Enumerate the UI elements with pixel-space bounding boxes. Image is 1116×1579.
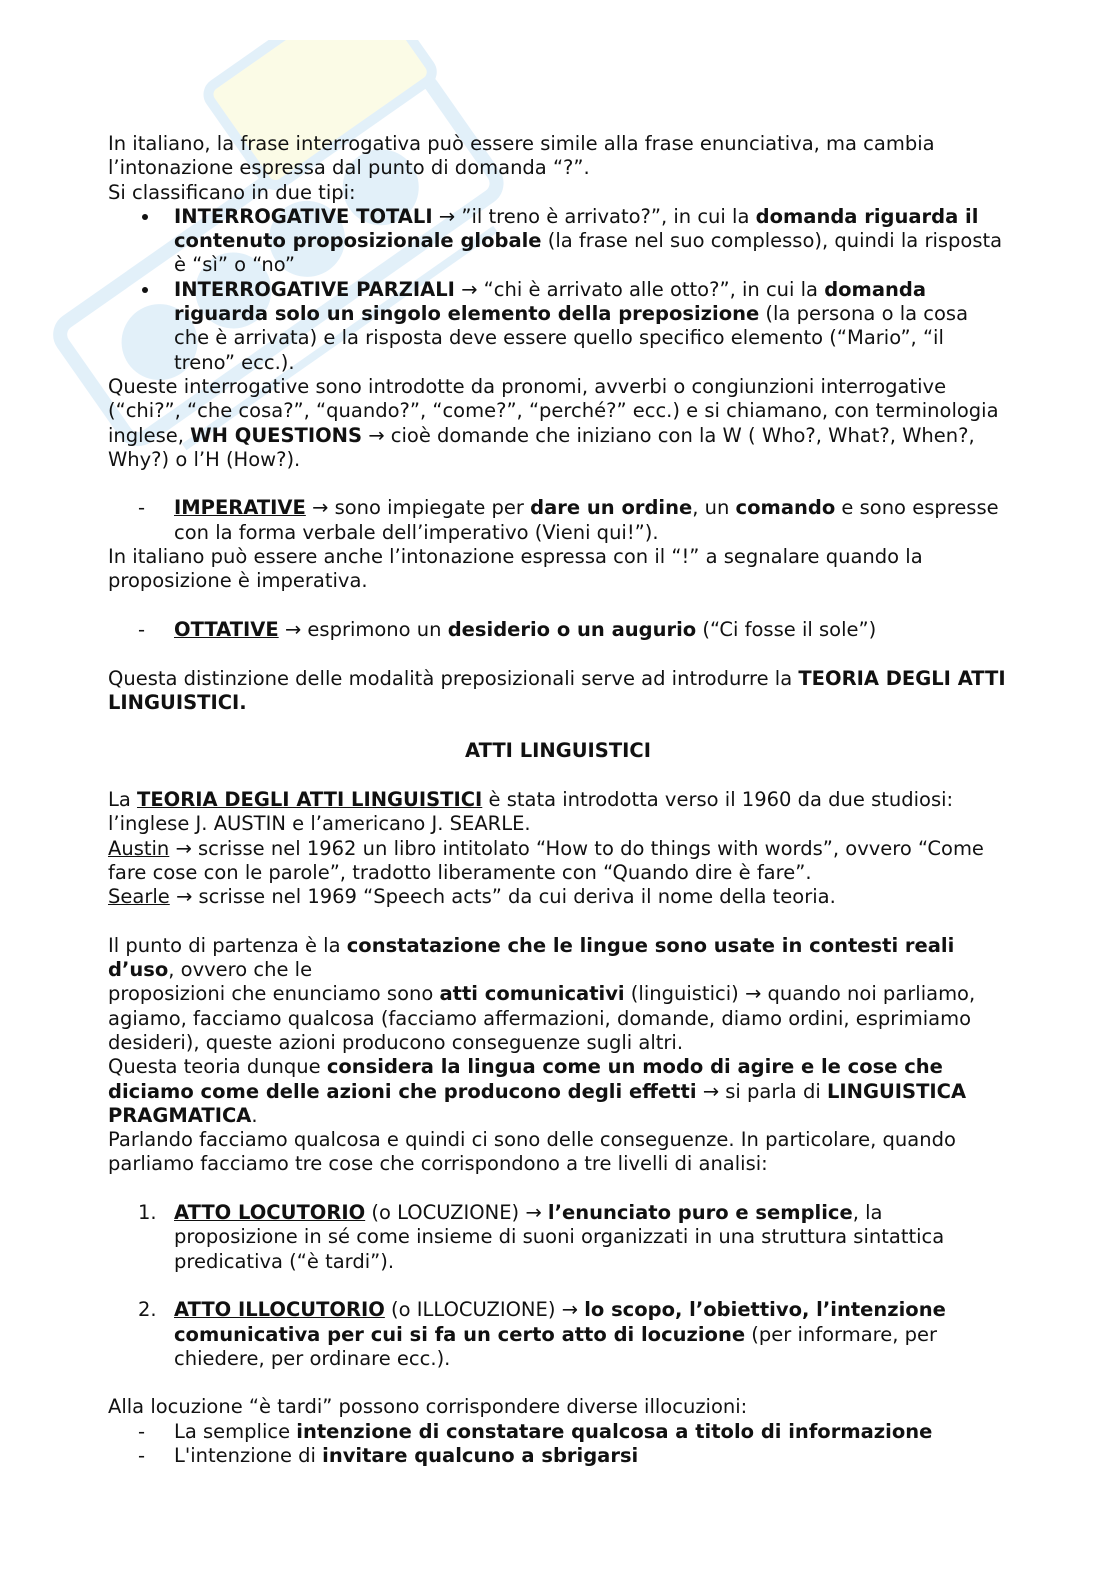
list-item-inform: - La semplice intenzione di constatare qualcosa a titolo di informazione: [138, 1419, 933, 1443]
paragraph-propositions: proposizioni che enunciamo sono atti comunicativi (linguistici) → quando noi parliamo, agiamo, facciamo qualcosa (facciamo affermazioni, domande, diamo ordini, esprimiamo desideri), queste azioni producono conseguenze sugli altri.: [108, 982, 976, 1054]
term-illocutory: ATTO ILLOCUTORIO: [174, 1298, 385, 1322]
dash-marker: -: [138, 496, 146, 520]
paragraph-imperative: In italiano può essere anche l’intonazione espressa con il “!” a segnalare quando la proposizione è imperativa.: [108, 545, 923, 593]
arrow-icon: →: [525, 1201, 542, 1225]
paragraph-austin: Austin → scrisse nel 1962 un libro intitolato “How to do things with words”, ovvero “Come fare cose con le parole”, tradotto liberamente con “Quando dire è fare”.: [108, 836, 984, 884]
list-item-total: INTERROGATIVE TOTALI → ”il treno è arrivato?”, in cui la domanda riguarda il contenuto proposizionale globale (la frase nel suo complesso), quindi la risposta è “sì” o “no”: [108, 205, 1008, 278]
arrow-icon: →: [438, 204, 456, 228]
arrow-icon: →: [744, 982, 762, 1006]
list-item-imperative: - IMPERATIVE → sono impiegate per dare un ordine, un comando e sono espresse con la forma verbale dell’imperativo (Vieni qui!”).: [138, 496, 999, 544]
paragraph-intro: In italiano, la frase interrogativa può essere simile alla frase enunciativa, ma cambia l’intonazione espressa dal punto di domanda “?”.: [108, 132, 935, 180]
term-partial: INTERROGATIVE PARZIALI: [174, 277, 455, 301]
list-item-locutory: 1. ATTO LOCUTORIO (o LOCUZIONE) → l’enunciato puro e semplice, la proposizione in sé come insieme di suoni organizzati in una struttura sintattica predicativa (“è tardi”).: [138, 1201, 945, 1273]
arrow-icon: →: [702, 1079, 720, 1103]
list-number: 2.: [138, 1298, 157, 1322]
arrow-icon: →: [312, 496, 329, 520]
paragraph-theory: La TEORIA DEGLI ATTI LINGUISTICI è stata introdotta verso il 1960 da due studiosi: l’inglese J. AUSTIN e l’americano J. SEARLE.: [108, 788, 954, 836]
term-locutory: ATTO LOCUTORIO: [174, 1201, 366, 1225]
paragraph-searle: Searle → scrisse nel 1969 “Speech acts” da cui deriva il nome della teoria.: [108, 885, 836, 909]
term-total: INTERROGATIVE TOTALI: [174, 204, 433, 228]
term-optative: OTTATIVE: [174, 617, 279, 641]
dash-marker: -: [138, 1419, 146, 1443]
paragraph-illocutions: Alla locuzione “è tardi” possono corrispondere diverse illocuzioni:: [108, 1395, 748, 1419]
paragraph-wh: Queste interrogative sono introdotte da pronomi, avverbi o congiunzioni interrogative (“chi?”, “che cosa?”, “quando?”, “come?”, “perché?” ecc.) e si chiamano, con terminologia inglese, WH QUESTIONS → cioè domande che iniziano con la W ( Who?, What?, When?, Why?) o l’H (How?).: [108, 374, 999, 471]
list-item-optative: - OTTATIVE → esprimono un desiderio o un augurio (“Ci fosse il sole”): [138, 617, 877, 641]
list-item-illocutory: 2. ATTO ILLOCUTORIO (o ILLOCUZIONE) → lo scopo, l’obiettivo, l’intenzione comunicativa per cui si fa un certo atto di locuzione (per informare, per chiedere, per ordinare ecc.).: [138, 1298, 946, 1370]
arrow-icon: →: [284, 617, 302, 641]
document-page: [108, 132, 1008, 1468]
paragraph-distinction: Questa distinzione delle modalità preposizionali serve ad introdurre la TEORIA DEGLI ATTI LINGUISTICI.: [108, 666, 1006, 714]
dash-marker: -: [138, 617, 146, 641]
section-heading: ATTI LINGUISTICI: [465, 739, 651, 763]
term-imperative: IMPERATIVE: [174, 496, 306, 520]
list-item-hurry: - L'intenzione di invitare qualcuno a sbrigarsi: [138, 1444, 639, 1468]
list-item-partial: INTERROGATIVE PARZIALI → “chi è arrivato alle otto?”, in cui la domanda riguarda solo un singolo elemento della preposizione (la persona o la cosa che è arrivata) e la risposta deve essere quello specifico elemento (“Mario”, “il treno” ecc.).: [108, 278, 1008, 375]
dash-marker: -: [138, 1444, 146, 1468]
bullet-icon: [142, 287, 148, 293]
arrow-icon: →: [368, 423, 385, 447]
arrow-icon: →: [461, 277, 478, 301]
paragraph-types: Si classificano in due tipi:: [108, 180, 356, 204]
list-number: 1.: [138, 1201, 157, 1225]
arrow-icon: →: [561, 1298, 578, 1322]
bullet-icon: [142, 214, 148, 220]
paragraph-consider: Questa teoria dunque considera la lingua come un modo di agire e le cose che diciamo come delle azioni che producono degli effetti → si parla di LINGUISTICA PRAGMATICA.: [108, 1055, 967, 1127]
paragraph-start: Il punto di partenza è la constatazione che le lingue sono usate in contesti reali d’uso, ovvero che le: [108, 933, 955, 982]
paragraph-speaking: Parlando facciamo qualcosa e quindi ci sono delle conseguenze. In particolare, quando parliamo facciamo tre cose che corrispondono a tre livelli di analisi:: [108, 1128, 956, 1176]
arrow-icon: →: [175, 836, 192, 860]
arrow-icon: →: [175, 885, 193, 909]
